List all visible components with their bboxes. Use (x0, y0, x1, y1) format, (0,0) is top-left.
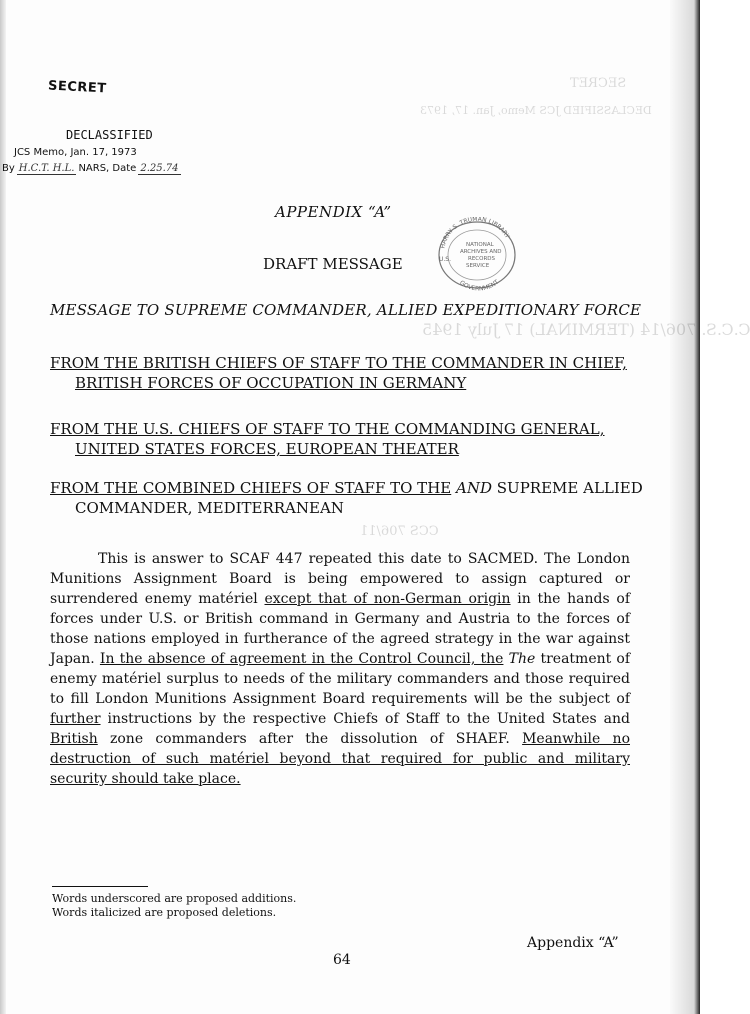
declass-signature: H.C.T. H.L. (18, 163, 75, 174)
show-through-declass: DECLASSIFIED JCS Memo, Jan. 17, 1973 (420, 104, 652, 117)
truman-library-stamp (432, 217, 522, 291)
show-through-ccs-terminal: C.C.S. 706/14 (TERMINAL) 17 July 1945 (422, 320, 750, 339)
body-sentence-2: in the hands of forces under U.S. or British command in Germany and Austria to the forces of those nations employed in furtherance of the agreed strategy in the war against Japan. (50, 591, 631, 667)
footnote-rule (52, 886, 148, 887)
heading-3-part-2: SUPREME ALLIED (496, 479, 643, 497)
heading-3-deleted-word: AND (456, 479, 492, 497)
stamp-line-1: NATIONAL (466, 242, 494, 248)
body-sentence-5: zone commanders after the dissolution of SHAEF. (110, 731, 510, 747)
stamp-line-4: SERVICE (466, 263, 490, 269)
body-addition-1: except that of non-German origin (264, 591, 511, 607)
message-body (50, 549, 630, 789)
heading-us-chiefs (50, 419, 630, 459)
body-sentence-3: treatment of enemy matériel surplus to needs of the military commanders and those required to fill London Munitions Assignment Board requirements will be the subject of (50, 651, 631, 707)
heading-british-chiefs (50, 353, 630, 393)
appendix-title: APPENDIX “A” (275, 203, 392, 221)
body-sentence-1: This is answer to SCAF 447 repeated this date to SACMED. The London Munitions Assignment Board is being empowered to assign captured or surrendered enemy matériel (50, 551, 630, 607)
show-through-secret: SECRET (570, 76, 627, 91)
by-label: By (2, 163, 15, 174)
footnote-italicized: Words italicized are proposed deletions. (52, 906, 277, 919)
stamp-left-text: U.S. (439, 256, 452, 263)
body-addition-3: further (50, 711, 101, 727)
body-sentence-4: instructions by the respective Chiefs of Staff to the United States and (107, 711, 630, 727)
declass-by-line (2, 163, 181, 175)
heading-combined-chiefs (50, 478, 643, 518)
stamp-bottom-text: GOVERNMENT (458, 278, 501, 291)
body-deletion: The (508, 651, 536, 667)
stamp-top-text: HARRY S. TRUMAN LIBRARY (439, 217, 511, 250)
page-left-edge (0, 0, 6, 1014)
svg-text:GOVERNMENT (458, 279, 500, 291)
declass-authority: JCS Memo, Jan. 17, 1973 (14, 147, 137, 158)
show-through-ccs-ref: CCS 706/11 (360, 524, 439, 539)
footer-appendix-label: Appendix “A” (527, 935, 619, 951)
page-right-edge (670, 0, 700, 1014)
heading-3-part-1: FROM THE COMBINED CHIEFS OF STAFF TO THE (50, 479, 452, 497)
declassified-label: DECLASSIFIED (66, 128, 153, 142)
heading-1-line-1: FROM THE BRITISH CHIEFS OF STAFF TO THE COMMANDER IN CHIEF, (50, 354, 627, 372)
stamp-line-2: ARCHIVES AND (460, 249, 502, 255)
footnote-underscored: Words underscored are proposed additions. (52, 892, 297, 905)
body-addition-4: British (50, 731, 98, 747)
heading-1-line-2: BRITISH FORCES OF OCCUPATION IN GERMANY (75, 374, 467, 392)
message-title: MESSAGE TO SUPREME COMMANDER, ALLIED EXPEDITIONARY FORCE (50, 301, 642, 319)
nars-date-label: NARS, Date (78, 163, 137, 174)
heading-3-line-2: COMMANDER, MEDITERRANEAN (75, 499, 344, 517)
page-number: 64 (333, 952, 351, 968)
heading-2-line-1: FROM THE U.S. CHIEFS OF STAFF TO THE COMMANDING GENERAL, (50, 420, 605, 438)
body-addition-2: In the absence of agreement in the Control Council, the (99, 651, 504, 667)
declass-date: 2.25.74 (140, 163, 179, 174)
draft-message-title: DRAFT MESSAGE (263, 255, 403, 273)
body-addition-5: Meanwhile no destruction of such matériel beyond that required for public and military security should take place. (50, 731, 630, 787)
footnotes (52, 892, 296, 920)
stamp-line-3: RECORDS (468, 256, 496, 262)
classification-marking: SECRET (47, 78, 107, 97)
heading-2-line-2: UNITED STATES FORCES, EUROPEAN THEATER (75, 440, 459, 458)
